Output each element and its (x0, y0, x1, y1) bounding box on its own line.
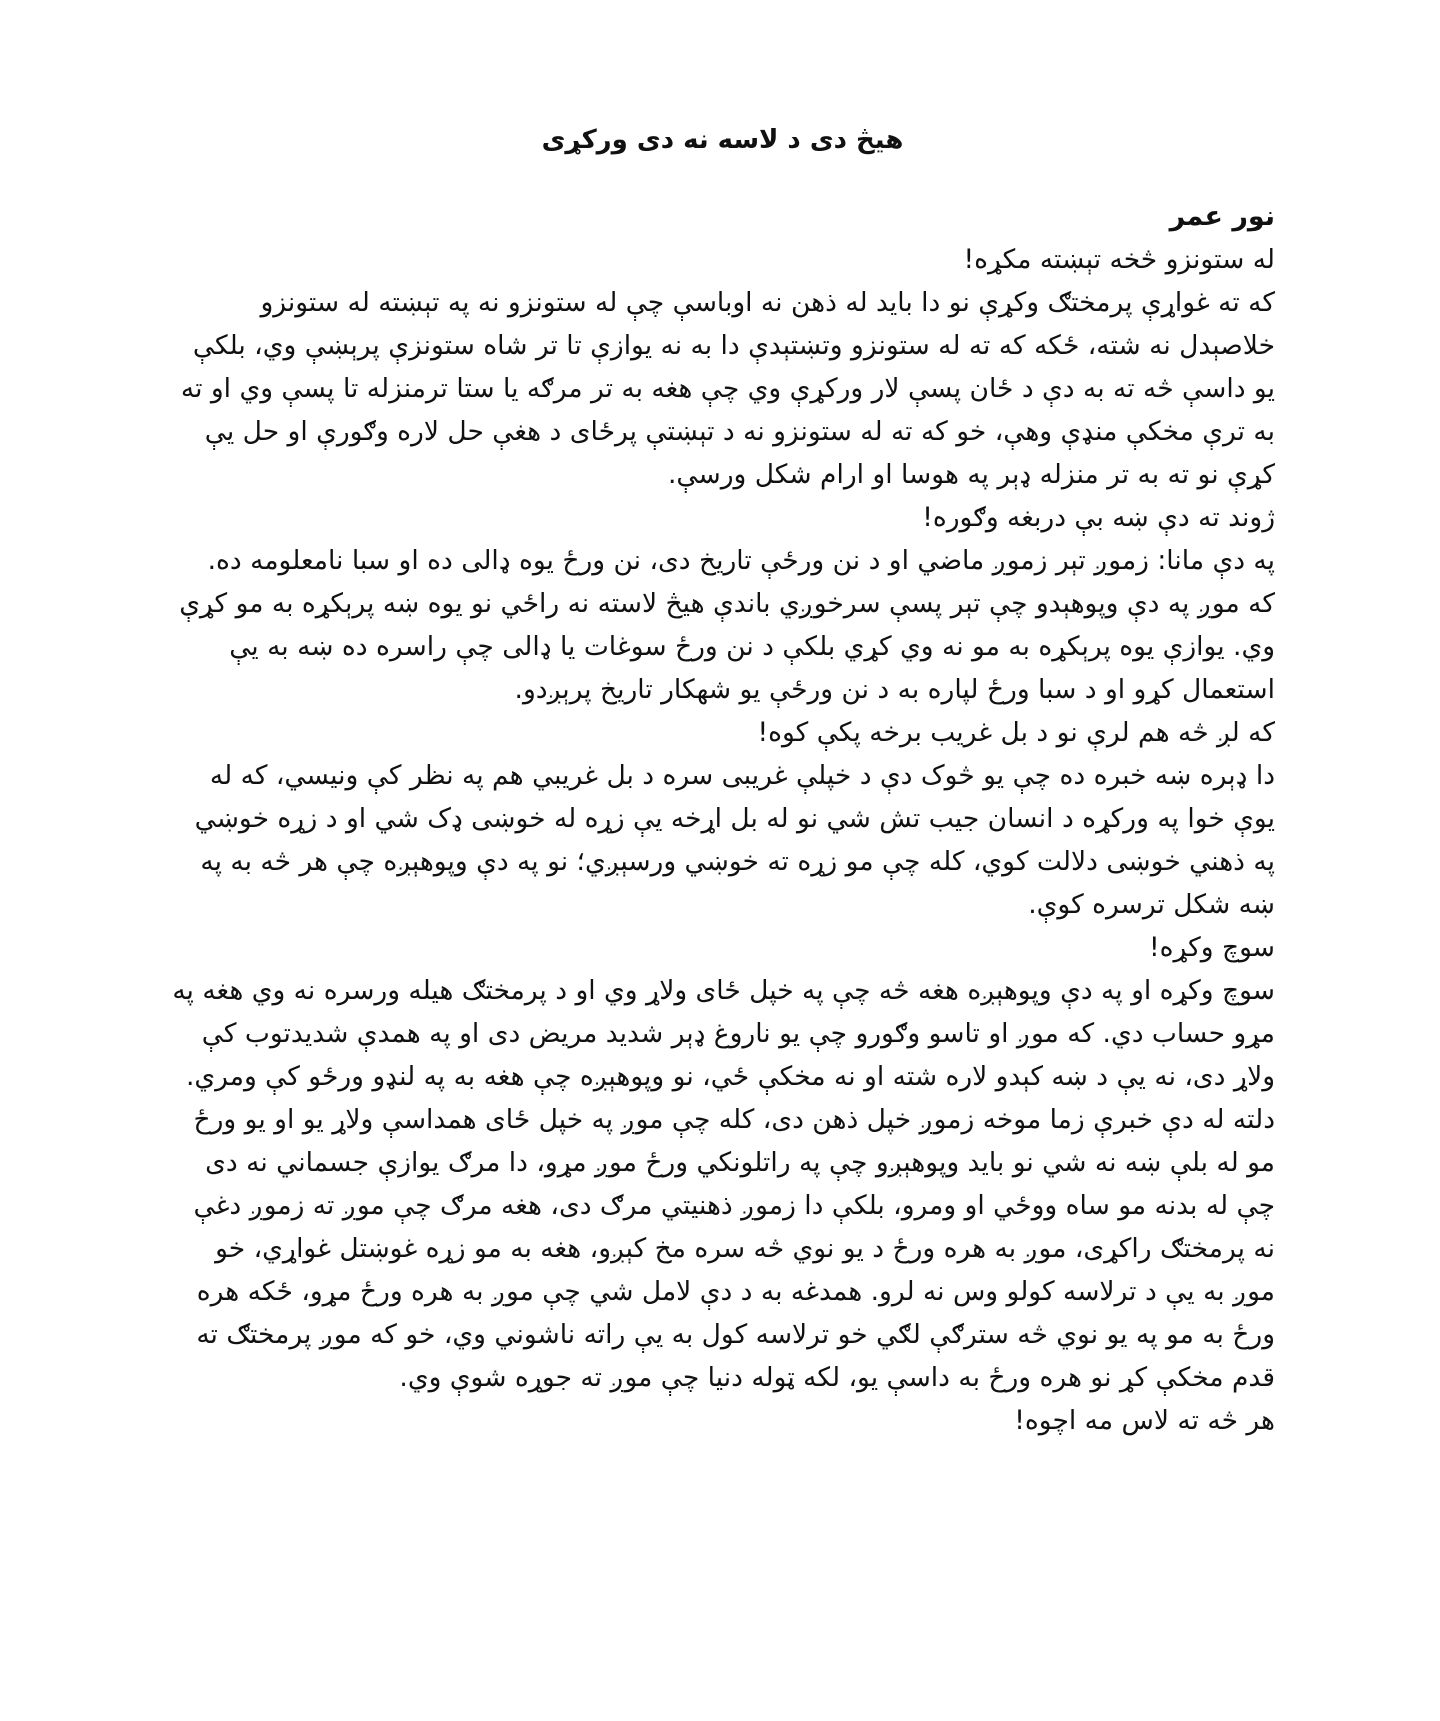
author-name: نور عمر (1169, 201, 1275, 232)
paragraph: دا ډېره ښه خبره ده چې یو څوک دې د خپلې غریبی سره د بل غریبي هم په نظر کې ونیسي، که له یوې خوا په ورکړه د انسان جیب تش شي نو له بل اړخه یې زړه له خوښی ډک شي او د زړه خوښي په ذهني خوښی دلالت کوي، کله چې مو زړه ته خوښي ورسېږي؛ نو په دې وپوهېږه چې هر څه به په ښه شکل ترسره کوې. (194, 760, 1275, 920)
document-title: هيڅ دی د لاسه نه دی ورکړی (541, 125, 904, 155)
paragraph: سوچ وکړه! (1149, 932, 1275, 963)
document-page (170, 120, 1275, 1442)
paragraph: که موږ په دې وپوهېدو چې تېر پسې سرخوږي باندې هیڅ لاسته نه راځي نو یوه ښه پرېکړه به مو کړې وي. یوازې یوه پرېکړه به مو نه وي کړي بلکې د نن ورځ سوغات یا ډالی چې راسره ده ښه به یې استعمال کړو او د سبا ورځ لپاره به د نن ورځې یو شهکار تاریخ پرېږدو. (179, 588, 1275, 705)
paragraph: ژوند ته دې ښه بې دربغه وګوره! (922, 502, 1275, 533)
paragraph: په دې مانا: زموږ تېر زموږ ماضي او د نن ورځې تاریخ دی، نن ورځ یوه ډالی ده او سبا نامعلومه ده. (207, 545, 1275, 576)
paragraph: که لږ څه هم لرې نو د بل غریب برخه پکې کوه! (757, 717, 1275, 748)
paragraph: له ستونزو څخه تېښته مکړه! (963, 244, 1275, 275)
paragraph: سوچ وکړه او په دې وپوهېږه هغه څه چې په خپل ځای ولاړ وي او د پرمختګ هیله ورسره نه وي هغه په مړو حساب دي. که موږ او تاسو وګورو چې یو ناروغ ډېر شدید مریض دی او په همدې شدیدتوب کې ولاړ دی، نه یې د ښه کېدو لاره شته او نه مخکې ځي، نو وپوهېږه چې هغه به په لنډو ورځو کې ومري. دلته له دې خبرې زما موخه زموږ خپل ذهن دی، کله چې موږ په خپل ځای همداسې ولاړ یو او یو ورځ مو له بلې ښه نه شي نو باید وپوهېږو چې په راتلونکي ورځ موږ مړو، دا مرګ یوازې جسماني نه دی چې له بدنه مو ساه ووځي او ومرو، بلکې دا زموږ ذهنیتي مرګ دی، هغه مرګ چې موږ ته زموږ دغې نه پرمختګ راکړی، موږ به هره ورځ د یو نوي څه سره مخ کېږو، هغه به مو زړه غوښتل غواړي، خو موږ به یې د ترلاسه کولو وس نه لرو. همدغه به د دې لامل شي چې موږ به هره ورځ مړو، ځکه هره ورځ به مو په یو نوي څه سترګې لګي خو ترلاسه کول به یې راته ناشوني وي، خو که موږ پرمختګ ته قدم مخکې کړ نو هره ورځ به داسې یو، لکه ټوله دنیا چې موږ ته جوړه شوې وي. (172, 975, 1275, 1393)
paragraph: هر څه ته لاس مه اچوه! (1014, 1405, 1275, 1436)
paragraph: که ته غواړې پرمختګ وکړې نو دا باید له ذهن نه اوباسې چې له ستونزو نه په تېښته له ستونزو خلاصېدل نه شته، ځکه که ته له ستونزو وتښتېدې دا به نه یوازې تا تر شاه ستونزې پرېښې وي، بلکې یو داسې څه ته به دې د ځان پسې لار ورکړې وي چې هغه به تر مرګه یا ستا ترمنزله تا پسې وي او ته به ترې مخکې منډې وهې، خو که ته له ستونزو نه د تېښتې پرځای د هغې حل لاره وګورې او حل یې کړې نو ته به تر منزله ډېر په هوسا او ارام شکل ورسې. (180, 287, 1275, 490)
